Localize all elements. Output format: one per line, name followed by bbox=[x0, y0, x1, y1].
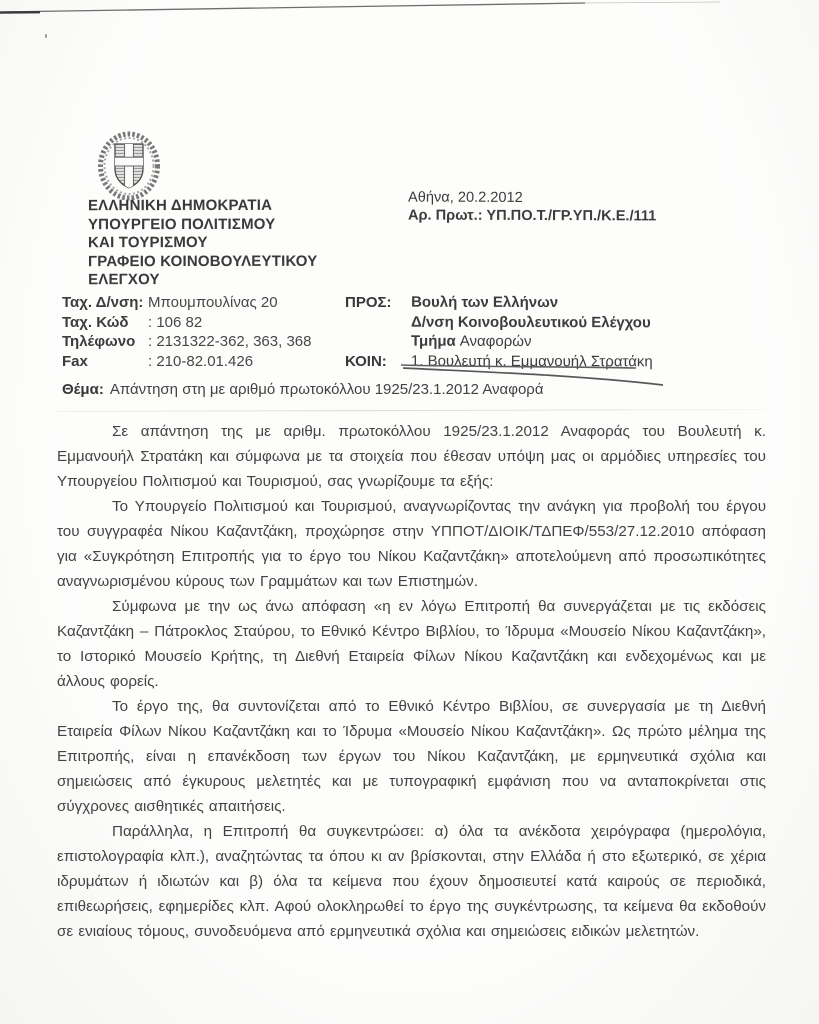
contact-row-phone bbox=[62, 332, 311, 352]
body-paragraph: Το Υπουργείο Πολιτισμού και Τουρισμού, αναγνωρίζοντας την ανάγκη για προβολή του έργου του συγγραφέα Νίκου Καζαντζάκη, προχώρησε στην ΥΠΠΟΤ/ΔΙΟΙΚ/ΤΔΠΕΦ/553/27.12.2010 απόφαση για «Συγκρότηση Επιτροπής για το έργο του Νίκου Καζαντζάκη» αποτελούμενη από προσωπικότητες αναγνωρισμένου κύρους των Γραμμάτων και των Επιστημών. bbox=[57, 498, 766, 590]
subject-label: Θέμα: bbox=[62, 381, 104, 398]
greek-republic-emblem-icon bbox=[90, 131, 168, 206]
contact-block bbox=[62, 293, 311, 371]
recipient-dept-label: Τμήμα bbox=[410, 332, 456, 350]
letter-body bbox=[57, 419, 766, 944]
contact-label: Τηλέφωνο bbox=[62, 333, 136, 351]
org-line: ΕΛΕΓΧΟΥ bbox=[88, 271, 160, 289]
pros-label: ΠΡΟΣ: bbox=[345, 294, 392, 311]
contact-value: : 106 82 bbox=[148, 313, 203, 331]
city-date-line: Αθήνα, 20.2.2012 bbox=[408, 189, 523, 206]
org-line: ΥΠΟΥΡΓΕΙΟ ΠΟΛΙΤΙΣΜΟΥ bbox=[87, 215, 276, 233]
contact-label: Fax bbox=[62, 352, 88, 370]
body-paragraph: Σε απάντηση της με αριθμ. πρωτοκόλλου 1925/23.1.2012 Αναφοράς του Βουλευτή κ. Εμμανουήλ Στρατάκη και σύμφωνα με τα στοιχεία που έθεσαν υπόψη μας οι αρμόδιες υπηρεσίες του Υπουργείου Πολιτισμού και Τουρισμού, σας γνωρίζουμε τα εξής: bbox=[57, 423, 766, 490]
scan-edge-artifact bbox=[0, 0, 819, 22]
date-protocol-block bbox=[408, 190, 656, 226]
contact-row-fax bbox=[62, 352, 311, 372]
sender-org-block bbox=[88, 197, 318, 290]
contact-value: : 210-82.01.426 bbox=[148, 352, 254, 370]
recipient-line: Δ/νση Κοινοβουλευτικού Ελέγχου bbox=[411, 313, 651, 331]
recipient-line: Βουλή των Ελλήνων bbox=[411, 293, 559, 312]
body-paragraph: Το έργο της, θα συντονίζεται από το Εθνικό Κέντρο Βιβλίου, σε συνεργασία με τη Διεθνή Εταιρεία Φίλων Νίκου Καζαντζάκη και το Ίδρυμα «Μουσείο Νίκου Καζαντζάκη». Ως πρώτο μέλημα της Επιτροπής, είναι η επανέκδοση των έργων του Νίκου Καζαντζάκη, με ερμηνευτικά σχόλια και σημειώσεις από έγκυρους μελετητές και με τυπογραφική εμφάνιση που να ανταποκρίνεται στις σύγχρονες αισθητικές απαιτήσεις. bbox=[57, 698, 766, 815]
body-paragraph: Παράλληλα, η Επιτροπή θα συγκεντρώσει: α) όλα τα ανέκδοτα χειρόγραφα (ημερολόγια, επιστολογραφία κλπ.), αναζητώντας τα όπου κι αν βρίσκονται, στην Ελλάδα ή στο εξωτερικό, σε χέρια ιδρυμάτων ή ιδιωτών και β) όλα τα κείμενα που έχουν δημοσιευτεί κατά καιρούς σε περιοδικά, επιθεωρήσεις, εφημερίδες κλπ. Αφού ολοκληρωθεί το έργο της συγκέντρωσης, τα κείμενα θα εκδοθούν σε ενιαίους τόμους, συνοδευόμενα από ερμηνευτικά σχόλια και σημειώσεις ειδικών μελετητών. bbox=[57, 823, 766, 940]
contact-label: Ταχ. Δ/νση: bbox=[62, 294, 144, 311]
koin-label: ΚΟΙΝ: bbox=[345, 352, 387, 370]
org-line: ΓΡΑΦΕΙΟ ΚΟΙΝΟΒΟΥΛΕΥΤΙΚΟΥ bbox=[88, 252, 318, 270]
scan-streak-artifact bbox=[58, 409, 764, 412]
contact-label: Ταχ. Κώδ bbox=[62, 313, 129, 331]
contact-row-address bbox=[62, 293, 311, 313]
subject-text: Απάντηση στη με αριθμό πρωτοκόλλου 1925/23.1.2012 Αναφορά bbox=[109, 381, 544, 398]
contact-value: : 2131322-362, 363, 368 bbox=[148, 333, 312, 351]
org-line: ΚΑΙ ΤΟΥΡΙΣΜΟΥ bbox=[87, 234, 208, 252]
subject-line bbox=[62, 381, 544, 398]
contact-row-postcode bbox=[62, 313, 311, 333]
recipient-dept-value: Αναφορών bbox=[459, 332, 532, 351]
contact-value: Μπουμπουλίνας 20 bbox=[148, 294, 278, 311]
protocol-number-line: Αρ. Πρωτ.: ΥΠ.ΠΟ.Τ./ΓΡ.ΥΠ./Κ.Ε./111 bbox=[407, 207, 657, 224]
body-paragraph: Σύμφωνα με την ως άνω απόφαση «η εν λόγω Επιτροπή θα συνεργάζεται με τις εκδόσεις Καζαντζάκη – Πάτροκλος Σταύρου, το Εθνικό Κέντρο Βιβλίου, το Ίδρυμα «Μουσείο Νίκου Καζαντζάκη», το Ιστορικό Μουσείο Κρήτης, τη Διεθνή Εταιρεία Φίλων Νίκου Καζαντζάκη και ενδεχομένως και με άλλους φορείς. bbox=[57, 598, 766, 690]
org-line: ΕΛΛΗΝΙΚΗ ΔΗΜΟΚΡΑΤΙΑ bbox=[87, 196, 273, 215]
koin-recipient-line: 1. Βουλευτή κ. Εμμανουήλ Στρατάκη bbox=[410, 352, 653, 371]
scan-speck-artifact bbox=[45, 34, 47, 38]
recipient-line bbox=[411, 332, 653, 352]
